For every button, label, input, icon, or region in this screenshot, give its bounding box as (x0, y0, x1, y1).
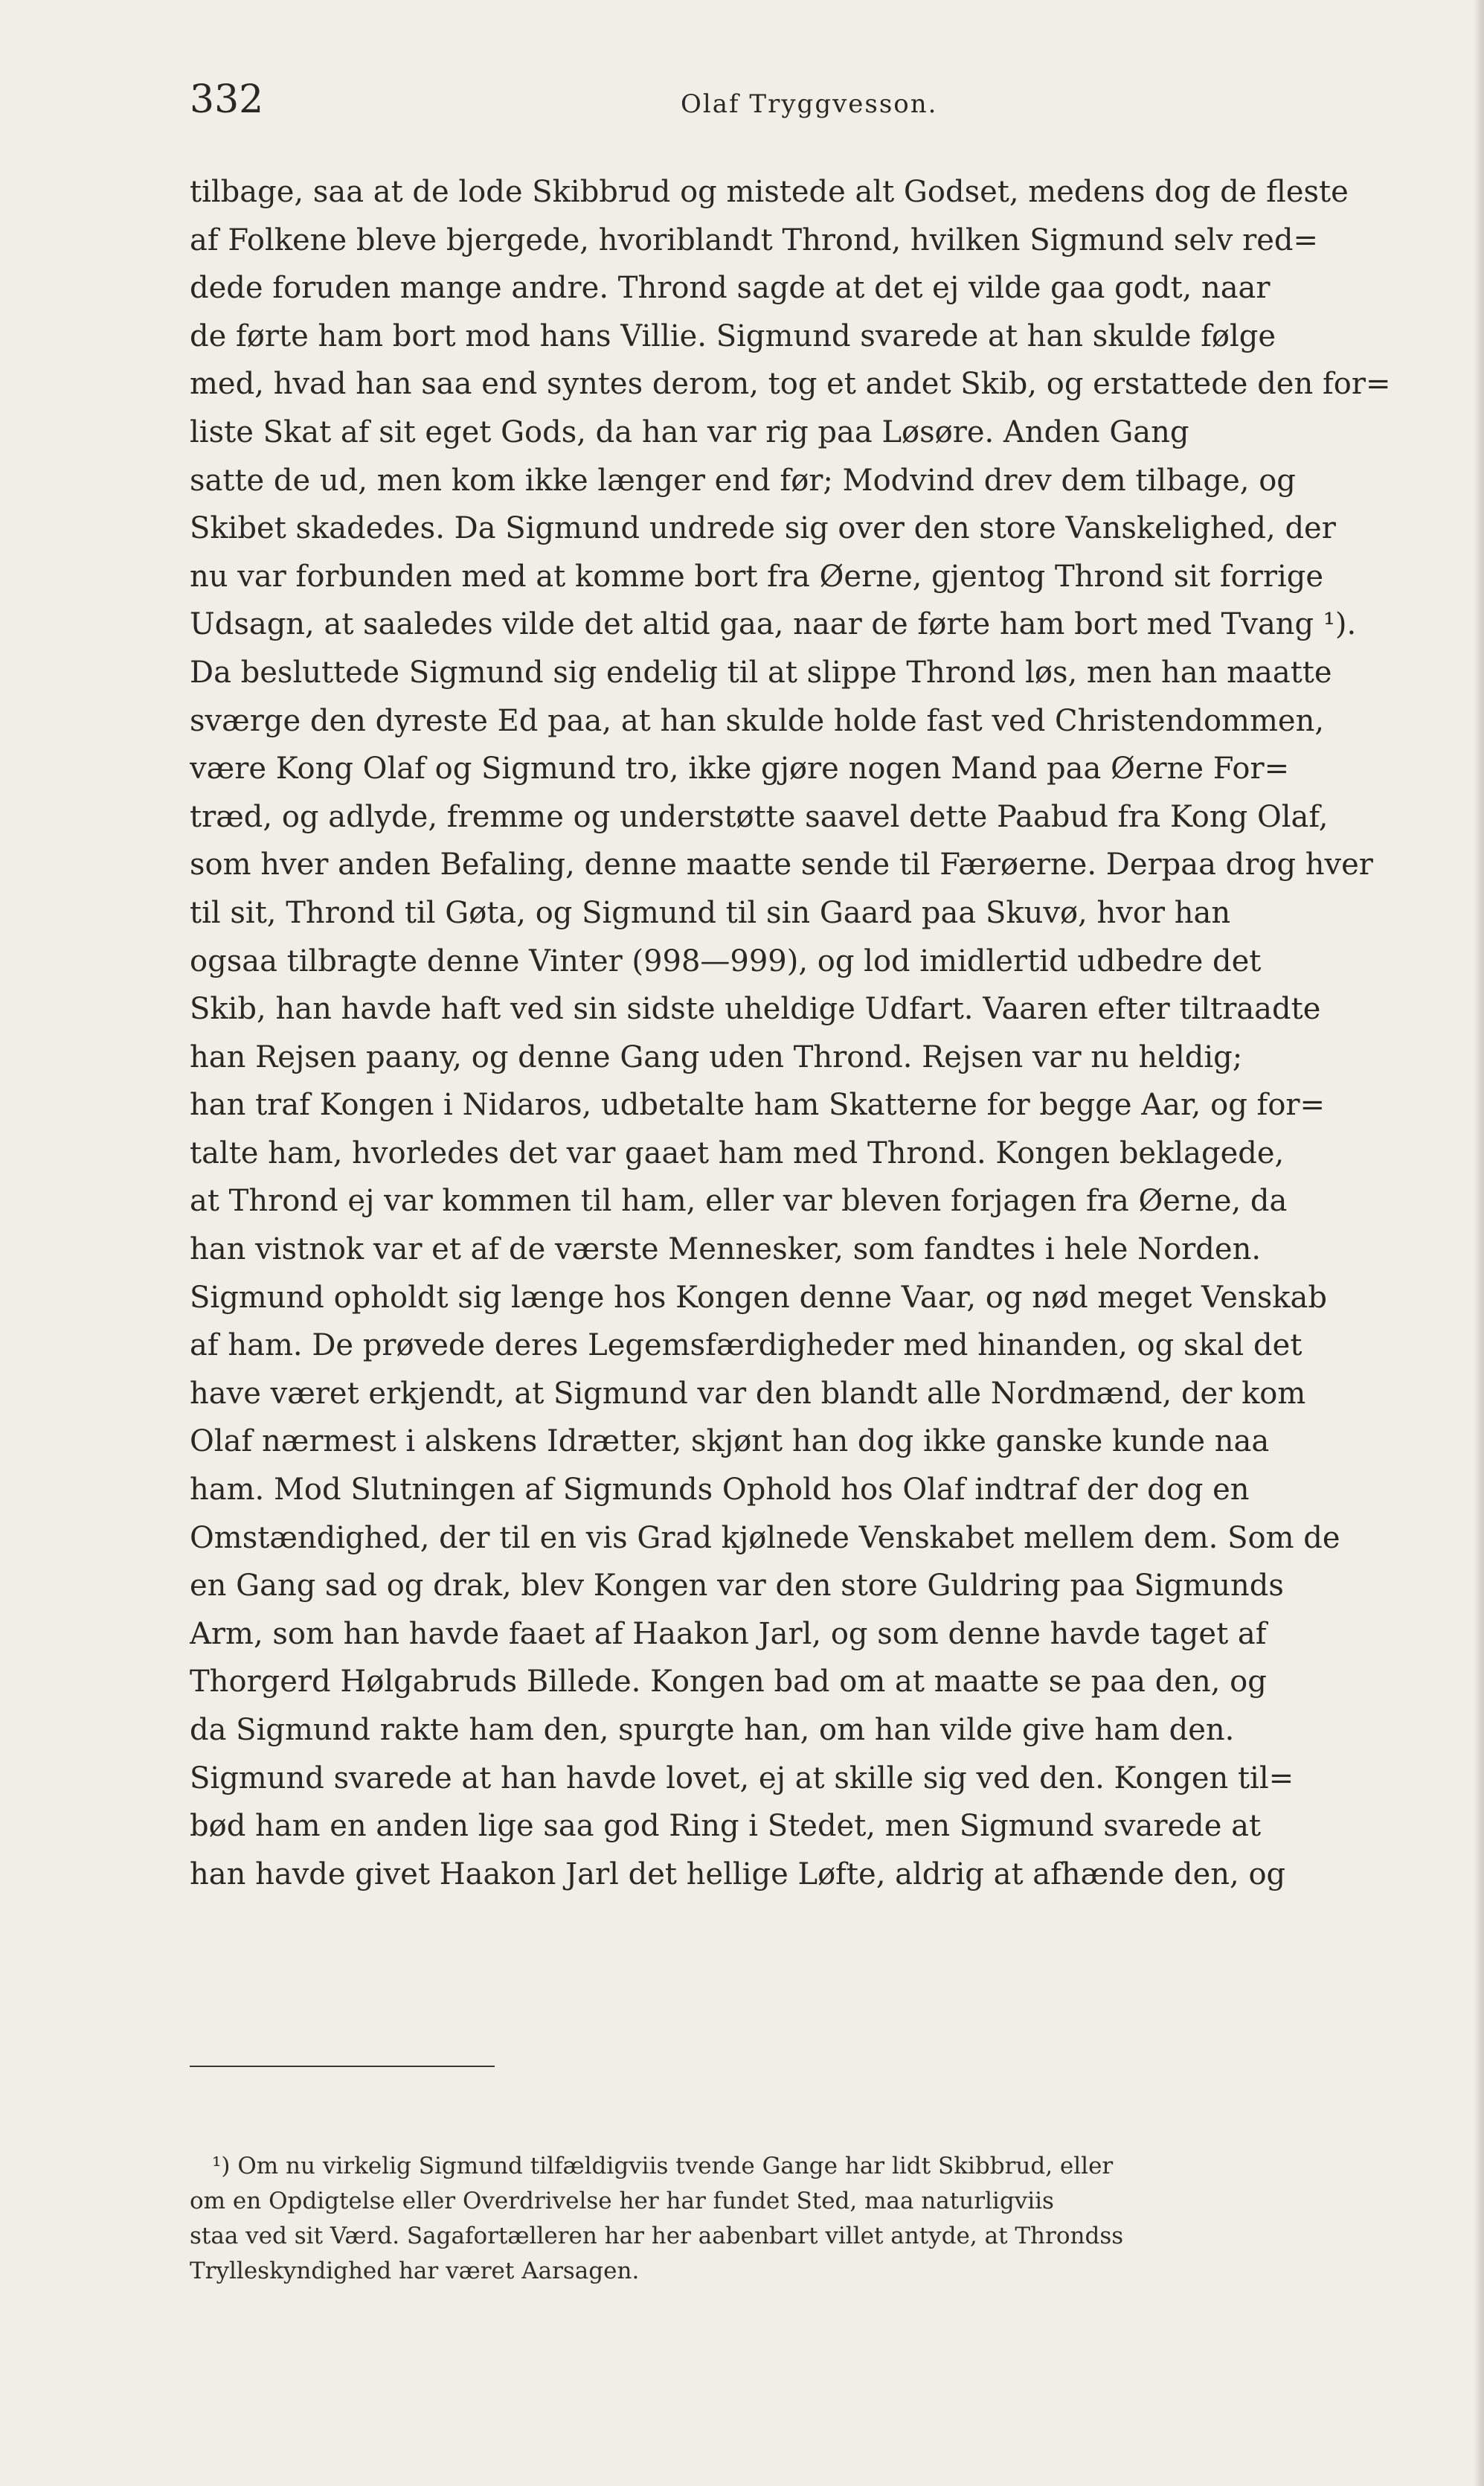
body-text (190, 168, 1439, 1898)
text-line: have været erkjendt, at Sigmund var den blandt alle Nordmænd, der kom (190, 1376, 1306, 1411)
footnote-divider (190, 2066, 495, 2067)
text-line: at Thrond ej var kommen til ham, eller var bleven forjagen fra Øerne, da (190, 1184, 1288, 1219)
text-line: som hver anden Befaling, denne maatte sende til Færøerne. Derpaa drog hver (190, 848, 1373, 882)
text-line: Omstændighed, der til en vis Grad kjølnede Venskabet mellem dem. Som de (190, 1520, 1340, 1555)
text-line: Thorgerd Hølgabruds Billede. Kongen bad om at maatte se paa den, og (190, 1665, 1267, 1699)
page-number: 332 (190, 77, 264, 122)
text-line: sværge den dyreste Ed paa, at han skulde holde fast ved Christendommen, (190, 703, 1325, 738)
text-line: Sigmund svarede at han havde lovet, ej at skille sig ved den. Kongen til= (190, 1761, 1294, 1795)
text-line: de førte ham bort mod hans Villie. Sigmund svarede at han skulde følge (190, 318, 1276, 353)
footnote-line: ¹) Om nu virkelig Sigmund tilfældigviis tvende Gange har lidt Skibbrud, eller (212, 2153, 1114, 2179)
text-line: ogsaa tilbragte denne Vinter (998—999), og lod imidlertid udbedre det (190, 944, 1262, 978)
running-title: Olaf Tryggvesson. (681, 89, 938, 119)
text-line: Da besluttede Sigmund sig endelig til at slippe Thrond løs, men han maatte (190, 655, 1332, 690)
text-line: med, hvad han saa end syntes derom, tog et andet Skib, og erstattede den for= (190, 367, 1391, 402)
text-line: Olaf nærmest i alskens Idrætter, skjønt han dog ikke ganske kunde naa (190, 1424, 1270, 1459)
text-line: Skibet skadedes. Da Sigmund undrede sig over den store Vanskelighed, der (190, 511, 1336, 546)
text-line: af ham. De prøvede deres Legemsfærdigheder med hinanden, og skal det (190, 1328, 1302, 1363)
text-line: satte de ud, men kom ikke længer end før; Modvind drev dem tilbage, og (190, 463, 1296, 498)
text-line: Skib, han havde haft ved sin sidste uheldige Udfart. Vaaren efter tiltraadte (190, 992, 1321, 1027)
text-line: han Rejsen paany, og denne Gang uden Thrond. Rejsen var nu heldig; (190, 1039, 1243, 1074)
text-line: bød ham en anden lige saa god Ring i Stedet, men Sigmund svarede at (190, 1809, 1262, 1844)
text-line: liste Skat af sit eget Gods, da han var rig paa Løsøre. Anden Gang (190, 414, 1189, 449)
text-line: han vistnok var et af de værste Mennesker, som fandtes i hele Norden. (190, 1232, 1262, 1267)
footnote-line: Trylleskyndighed har været Aarsagen. (190, 2258, 640, 2284)
text-line: han traf Kongen i Nidaros, udbetalte ham Skatterne for begge Aar, og for= (190, 1088, 1326, 1123)
text-line: dede foruden mange andre. Thrond sagde at det ej vilde gaa godt, naar (190, 271, 1271, 306)
text-line: en Gang sad og drak, blev Kongen var den store Guldring paa Sigmunds (190, 1569, 1284, 1604)
text-line: tilbage, saa at de lode Skibbrud og mistede alt Godset, medens dog de fleste (190, 175, 1349, 209)
footnote-line: om en Opdigtelse eller Overdrivelse her har fundet Sted, maa naturligviis (190, 2188, 1054, 2214)
text-line: træd, og adlyde, fremme og understøtte saavel dette Paabud fra Kong Olaf, (190, 799, 1329, 834)
text-line: være Kong Olaf og Sigmund tro, ikke gjøre nogen Mand paa Øerne For= (190, 752, 1290, 787)
text-line: talte ham, hvorledes det var gaaet ham med Thrond. Kongen beklagede, (190, 1135, 1285, 1170)
text-line: af Folkene bleve bjergede, hvoriblandt Thrond, hvilken Sigmund selv red= (190, 222, 1319, 257)
text-line: nu var forbunden med at komme bort fra Øerne, gjentog Thrond sit forrige (190, 559, 1324, 594)
footnote-line: staa ved sit Værd. Sagafortælleren har her aabenbart villet antyde, at Throndss (190, 2223, 1124, 2249)
text-line: da Sigmund rakte ham den, spurgte han, om han vilde give ham den. (190, 1713, 1235, 1747)
footnote (190, 2149, 1439, 2289)
page-header (190, 77, 1484, 129)
text-line: Sigmund opholdt sig længe hos Kongen denne Vaar, og nød meget Venskab (190, 1280, 1327, 1315)
text-line: Udsagn, at saaledes vilde det altid gaa, naar de førte ham bort med Tvang ¹). (190, 607, 1357, 642)
text-line: Arm, som han havde faaet af Haakon Jarl, og som denne havde taget af (190, 1616, 1267, 1651)
page-edge-shadow (1474, 0, 1484, 2486)
text-line: han havde givet Haakon Jarl det hellige Løfte, aldrig at afhænde den, og (190, 1857, 1286, 1891)
text-line: til sit, Thrond til Gøta, og Sigmund til sin Gaard paa Skuvø, hvor han (190, 895, 1231, 930)
text-line: ham. Mod Slutningen af Sigmunds Ophold hos Olaf indtraf der dog en (190, 1473, 1250, 1508)
